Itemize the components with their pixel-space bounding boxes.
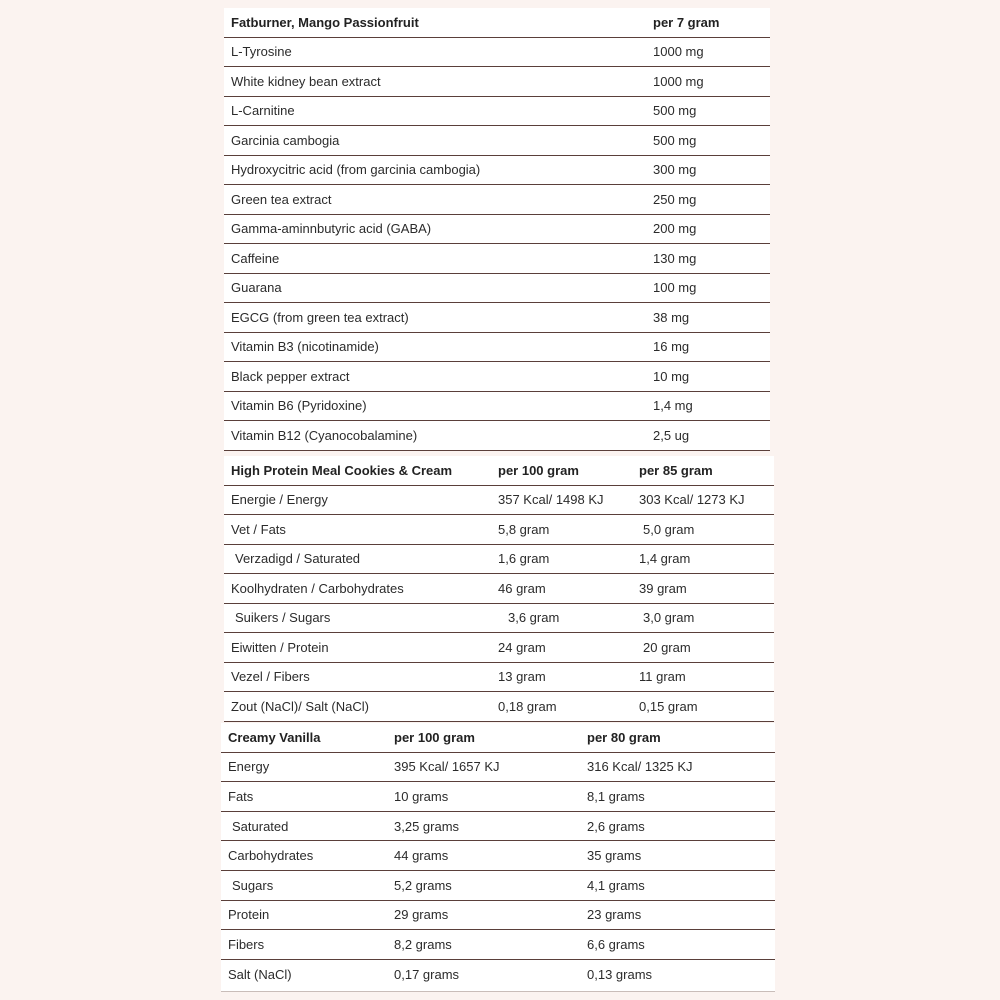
ingredient-amount: 500 mg: [653, 103, 697, 119]
per-serving-value: 5,0 gram: [643, 521, 695, 537]
table-row: [221, 901, 775, 931]
table-row: [221, 782, 775, 812]
table-row: [221, 841, 775, 871]
per-serving-header: per 80 gram: [587, 729, 661, 745]
nutrient-name: Saturated: [232, 818, 289, 834]
per-serving-value: 0,13 grams: [587, 967, 653, 983]
table-row: [221, 753, 775, 783]
nutrient-name: Eiwitten / Protein: [231, 639, 329, 655]
ingredient-name: EGCG (from green tea extract): [231, 309, 409, 325]
serving-size-header: per 7 gram: [653, 14, 720, 30]
per-100-value: 3,25 grams: [394, 818, 460, 834]
nutrient-name: Suikers / Sugars: [235, 610, 331, 626]
nutrient-name: Energie / Energy: [231, 492, 328, 508]
per-100-value: 357 Kcal/ 1498 KJ: [498, 492, 604, 508]
nutrient-name: Fibers: [228, 936, 265, 952]
per-100-value: 29 grams: [394, 907, 449, 923]
fatburner-table: [224, 8, 770, 451]
product-name: Creamy Vanilla: [228, 729, 321, 745]
table-row: [221, 812, 775, 842]
table-row: [224, 663, 774, 693]
per-100-value: 0,18 gram: [498, 698, 557, 714]
table-row: [224, 244, 770, 274]
creamy-vanilla-table: [221, 723, 775, 992]
table-header-row: [221, 723, 775, 753]
per-serving-value: 2,6 grams: [587, 818, 645, 834]
ingredient-amount: 130 mg: [653, 250, 697, 266]
table-row: [224, 333, 770, 363]
per-serving-value: 303 Kcal/ 1273 KJ: [639, 492, 745, 508]
ingredient-name: Guarana: [231, 280, 282, 296]
ingredient-amount: 10 mg: [653, 368, 690, 384]
table-row: [221, 960, 775, 990]
table-row: [224, 38, 770, 68]
per-100-value: 10 grams: [394, 788, 449, 804]
table-row: [224, 692, 774, 722]
ingredient-amount: 500 mg: [653, 132, 697, 148]
ingredient-name: Vitamin B12 (Cyanocobalamine): [231, 427, 418, 443]
per-serving-value: 4,1 grams: [587, 877, 645, 893]
table-row: [224, 604, 774, 634]
per-100-value: 5,2 grams: [394, 877, 452, 893]
ingredient-name: Vitamin B6 (Pyridoxine): [231, 398, 367, 414]
per-serving-value: 0,15 gram: [639, 698, 698, 714]
table-row: [224, 215, 770, 245]
table-row: [221, 871, 775, 901]
per-100-value: 13 gram: [498, 669, 546, 685]
ingredient-amount: 16 mg: [653, 339, 690, 355]
nutrient-name: Protein: [228, 907, 270, 923]
per-serving-value: 8,1 grams: [587, 788, 645, 804]
table-row: [224, 486, 774, 516]
ingredient-amount: 200 mg: [653, 221, 697, 237]
table-header-row: [224, 8, 770, 38]
table-row: [224, 274, 770, 304]
ingredient-amount: 100 mg: [653, 280, 697, 296]
nutrient-name: Koolhydraten / Carbohydrates: [231, 580, 404, 596]
per-100-header: per 100 gram: [394, 729, 475, 745]
per-serving-value: 39 gram: [639, 580, 687, 596]
table-row: [224, 574, 774, 604]
table-row: [224, 421, 770, 451]
table-row: [224, 362, 770, 392]
per-100-value: 8,2 grams: [394, 936, 452, 952]
per-100-value: 3,6 gram: [508, 610, 560, 626]
product-name: High Protein Meal Cookies & Cream: [231, 462, 453, 478]
per-100-value: 46 gram: [498, 580, 546, 596]
ingredient-amount: 2,5 ug: [653, 427, 690, 443]
cookies-cream-table: [224, 456, 774, 722]
nutrient-name: Verzadigd / Saturated: [235, 551, 361, 567]
ingredient-amount: 38 mg: [653, 309, 690, 325]
ingredient-amount: 250 mg: [653, 191, 697, 207]
nutrient-name: Energy: [228, 759, 270, 775]
nutrient-name: Vet / Fats: [231, 521, 286, 537]
per-100-value: 24 gram: [498, 639, 546, 655]
ingredient-amount: 1000 mg: [653, 44, 704, 60]
ingredient-name: L-Tyrosine: [231, 44, 292, 60]
table-row: [224, 185, 770, 215]
table-row: [224, 303, 770, 333]
per-serving-value: 20 gram: [643, 639, 691, 655]
nutrient-name: Sugars: [232, 877, 274, 893]
table-row: [224, 633, 774, 663]
nutrient-name: Fats: [228, 788, 254, 804]
ingredient-name: Garcinia cambogia: [231, 132, 340, 148]
per-100-value: 1,6 gram: [498, 551, 550, 567]
table-row: [224, 392, 770, 422]
table-header-row: [224, 456, 774, 486]
ingredient-name: White kidney bean extract: [231, 73, 381, 89]
per-serving-header: per 85 gram: [639, 462, 713, 478]
per-serving-value: 1,4 gram: [639, 551, 691, 567]
nutrient-name: Zout (NaCl)/ Salt (NaCl): [231, 698, 369, 714]
table-row: [224, 97, 770, 127]
per-serving-value: 35 grams: [587, 848, 642, 864]
ingredient-amount: 1,4 mg: [653, 398, 693, 414]
ingredient-amount: 300 mg: [653, 162, 697, 178]
per-100-value: 0,17 grams: [394, 967, 460, 983]
per-100-value: 5,8 gram: [498, 521, 550, 537]
table-row: [221, 930, 775, 960]
ingredient-name: Hydroxycitric acid (from garcinia cambogia): [231, 162, 481, 178]
ingredient-name: Green tea extract: [231, 191, 332, 207]
table-row: [224, 156, 770, 186]
per-serving-value: 11 gram: [639, 669, 686, 685]
ingredient-name: Vitamin B3 (nicotinamide): [231, 339, 379, 355]
per-serving-value: 3,0 gram: [643, 610, 695, 626]
table-row: [224, 515, 774, 545]
ingredient-amount: 1000 mg: [653, 73, 704, 89]
per-100-header: per 100 gram: [498, 462, 579, 478]
per-100-value: 395 Kcal/ 1657 KJ: [394, 759, 500, 775]
per-100-value: 44 grams: [394, 848, 449, 864]
per-serving-value: 316 Kcal/ 1325 KJ: [587, 759, 693, 775]
ingredient-name: Black pepper extract: [231, 368, 350, 384]
table-row: [224, 67, 770, 97]
per-serving-value: 23 grams: [587, 907, 642, 923]
nutrient-name: Salt (NaCl): [228, 967, 292, 983]
ingredient-name: Gamma-aminnbutyric acid (GABA): [231, 221, 432, 237]
nutrient-name: Carbohydrates: [228, 848, 314, 864]
ingredient-name: Caffeine: [231, 250, 280, 266]
table-row: [224, 545, 774, 575]
product-name: Fatburner, Mango Passionfruit: [231, 14, 419, 30]
table-row: [224, 126, 770, 156]
ingredient-name: L-Carnitine: [231, 103, 295, 119]
nutrient-name: Vezel / Fibers: [231, 669, 310, 685]
per-serving-value: 6,6 grams: [587, 936, 645, 952]
